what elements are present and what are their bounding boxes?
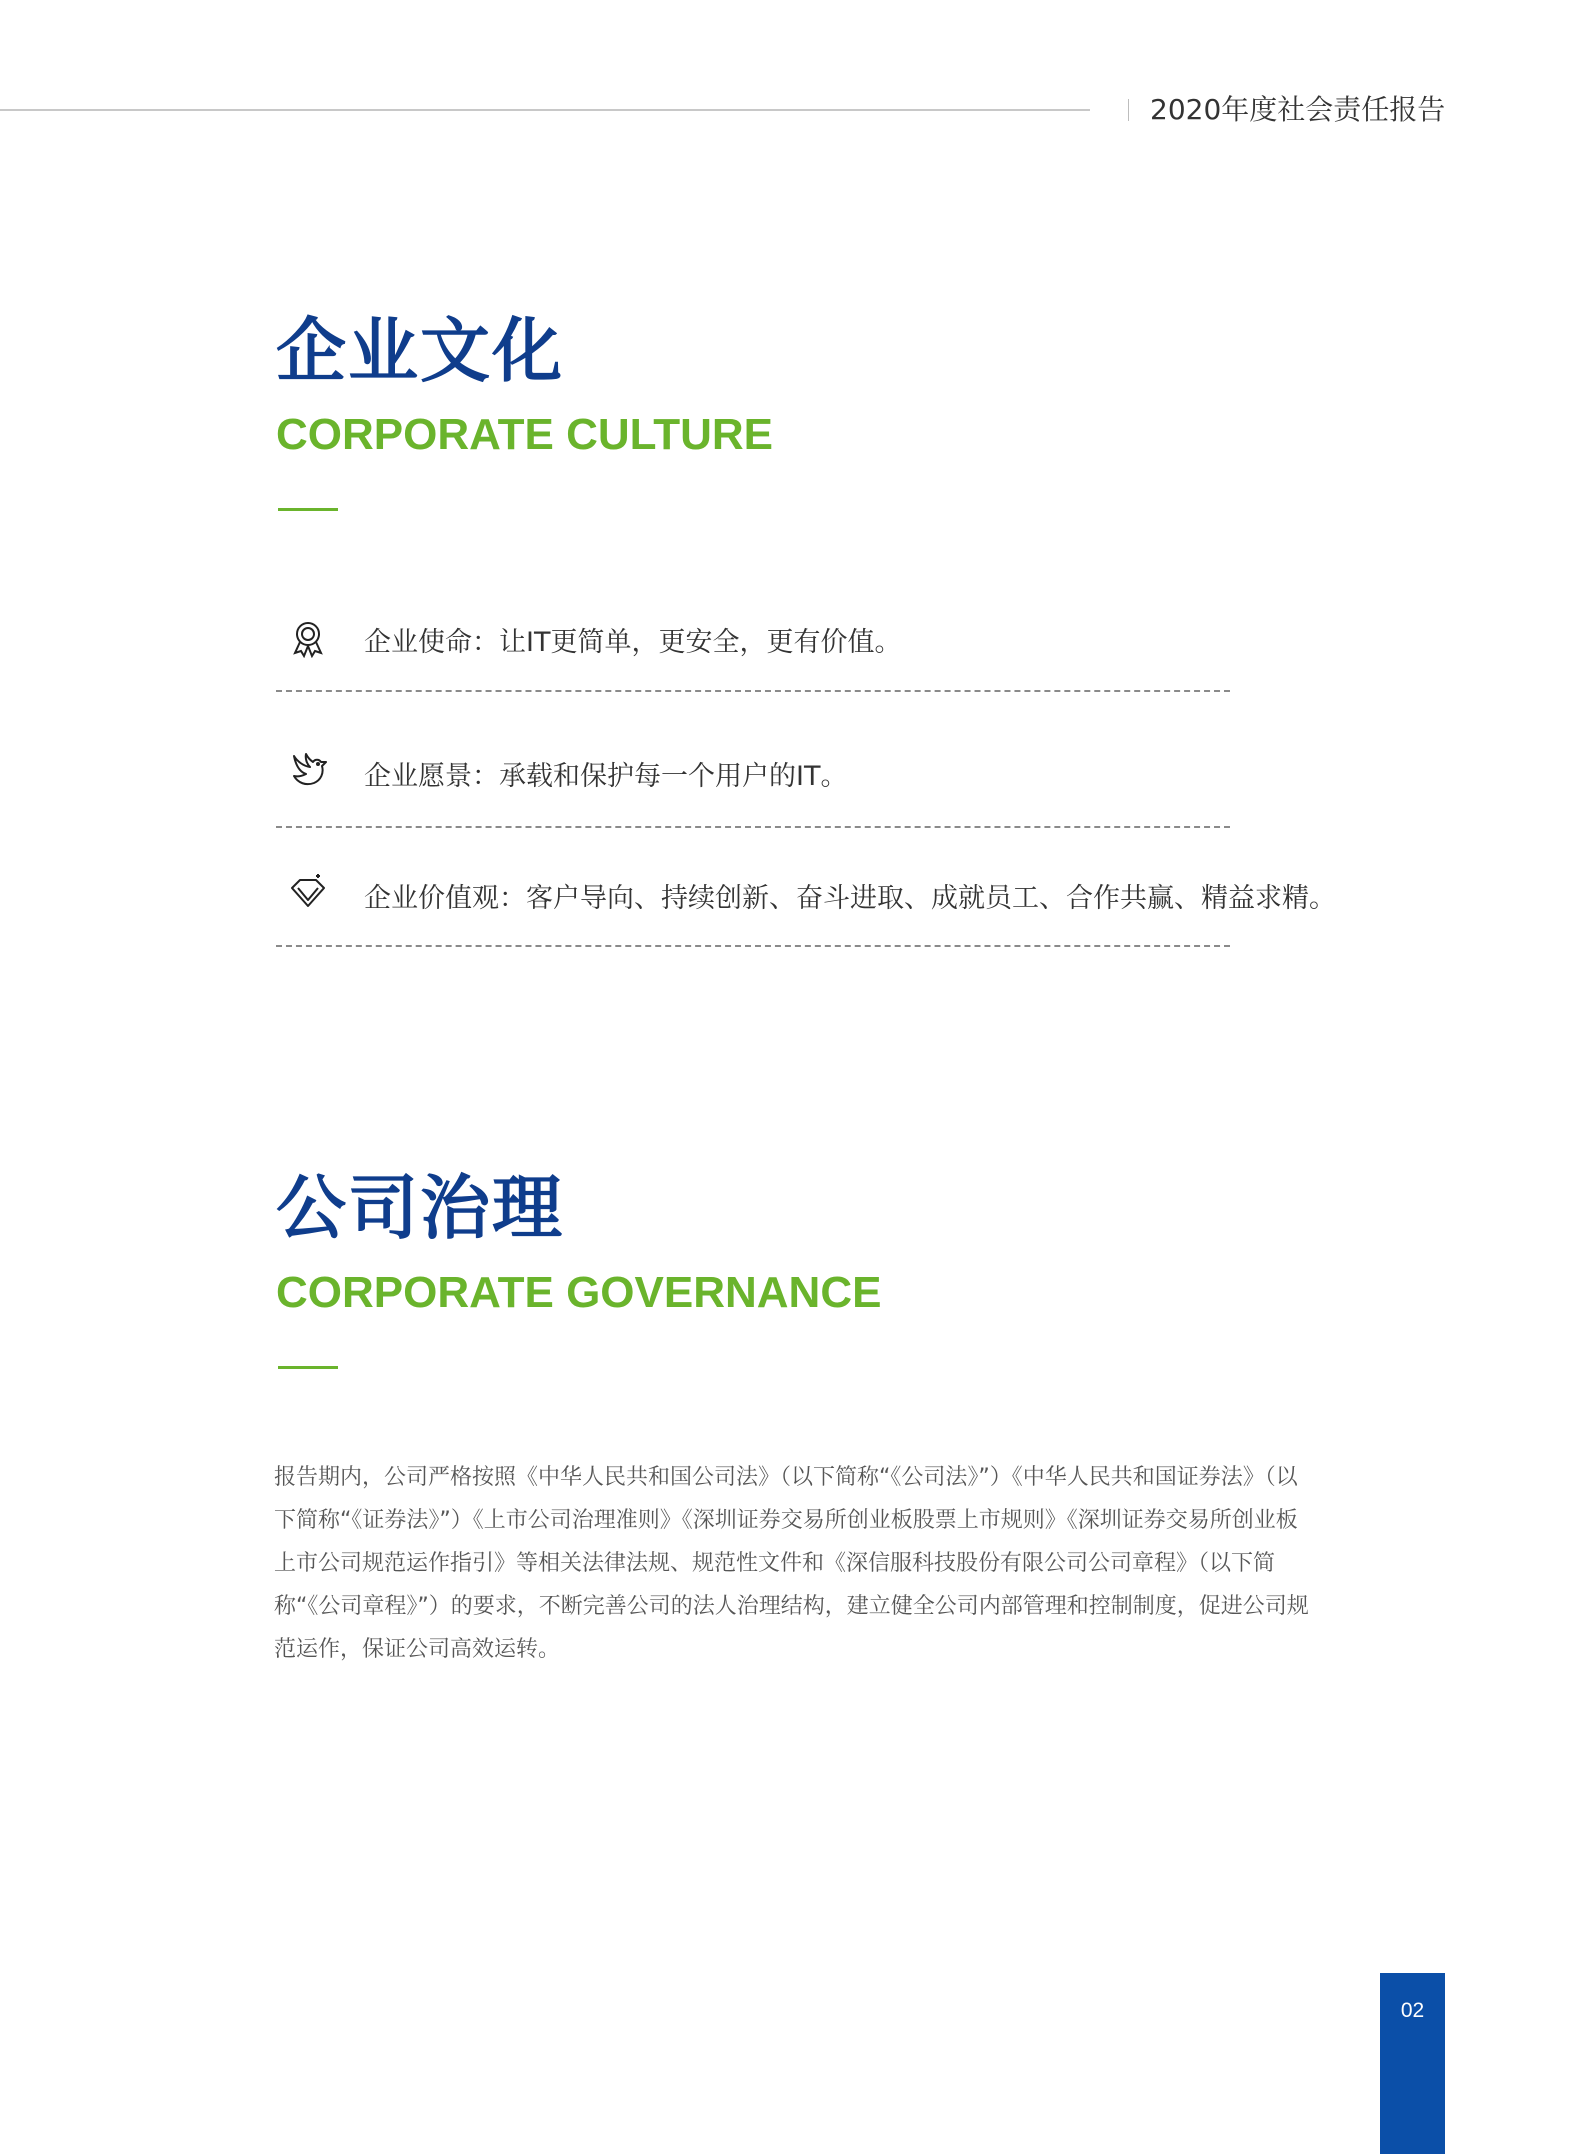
governance-body-text: 报告期内，公司严格按照《中华人民共和国公司法》（以下简称“《公司法》”）《中华人民共和国证券法》（以下简称“《证券法》”）《上市公司治理准则》《深圳证券交易所创业板股票上市规则》《深圳证券交易所创业板上市公司规范运作指引》等相关法律法规、规范性文件和《深信服科技股份有限公司公司章程》（以下简称“《公司章程》”）的要求，不断完善公司的法人治理结构，建立健全公司内部管理和控制制度，促进公司规范运作，保证公司高效运转。	[274, 1465, 1309, 1662]
dashed-divider	[276, 690, 1230, 692]
culture-item-text: 企业使命：让IT更简单，更安全，更有价值。	[364, 627, 902, 658]
culture-accent-bar	[278, 508, 338, 511]
award-medal-icon	[288, 618, 328, 658]
culture-title-cn: 企业文化	[276, 310, 564, 392]
diamond-icon	[288, 872, 328, 912]
header-separator	[1128, 99, 1129, 121]
header-rule	[0, 109, 1090, 111]
culture-title-en: CORPORATE CULTURE	[276, 410, 774, 459]
culture-item-mission	[276, 618, 1230, 678]
dashed-divider	[276, 826, 1230, 828]
dashed-divider	[276, 945, 1230, 947]
culture-item-text: 企业愿景：承载和保护每一个用户的IT。	[364, 761, 848, 792]
page-number-box	[1380, 1973, 1445, 2154]
page-number: 02	[1400, 1999, 1425, 2022]
culture-item-values	[276, 872, 1336, 932]
governance-title-cn: 公司治理	[276, 1167, 564, 1249]
culture-item-vision	[276, 750, 1230, 810]
report-title: 2020年度社会责任报告	[1150, 93, 1446, 126]
culture-item-text: 企业价值观：客户导向、持续创新、奋斗进取、成就员工、合作共赢、精益求精。	[364, 883, 1336, 914]
governance-accent-bar	[278, 1366, 338, 1369]
dove-icon	[288, 750, 328, 790]
governance-title-en: CORPORATE GOVERNANCE	[276, 1268, 882, 1317]
